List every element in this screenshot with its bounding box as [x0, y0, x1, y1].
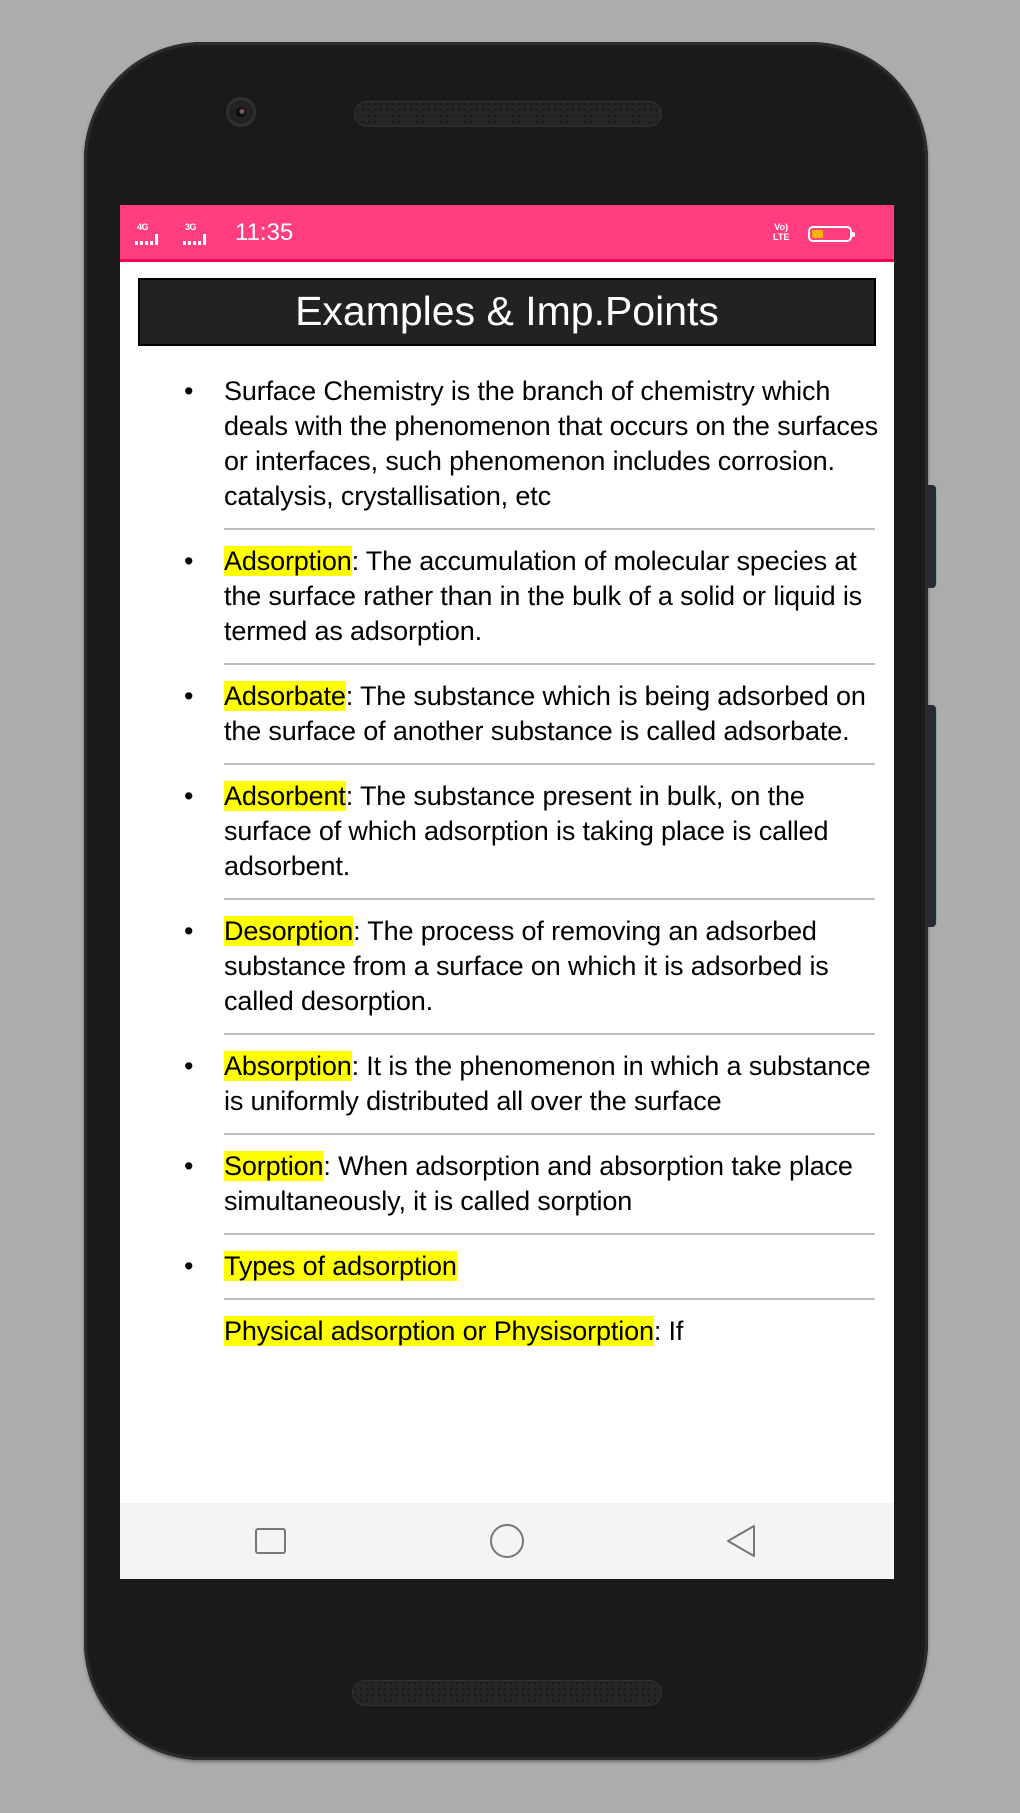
bullet-icon: • — [184, 1151, 194, 1181]
item-text — [224, 914, 879, 1019]
list-item — [120, 1235, 894, 1298]
volte-label: Vo) — [774, 222, 789, 232]
back-triangle-icon[interactable] — [724, 1524, 758, 1558]
item-text — [224, 544, 879, 649]
clock: 11:35 — [235, 219, 294, 246]
item-text — [224, 679, 879, 749]
highlighted-term: Types of adsorption — [224, 1251, 457, 1281]
list-item — [120, 900, 894, 1033]
navigation-bar — [120, 1503, 894, 1579]
highlighted-term: Adsorption — [224, 546, 352, 576]
battery-level — [812, 230, 823, 238]
recent-apps-square-icon[interactable] — [255, 1528, 286, 1554]
front-camera-icon — [226, 97, 256, 127]
bullet-icon: • — [184, 681, 194, 711]
bullet-icon: • — [184, 1251, 194, 1281]
list-item — [120, 1135, 894, 1233]
item-description: : The process of removing an adsorbed substance from a surface on which it is adsorbed is called desorption. — [224, 916, 829, 1016]
volume-button — [927, 705, 936, 927]
list-item — [120, 1035, 894, 1133]
volte-icon — [773, 222, 789, 242]
bullet-icon: • — [184, 781, 194, 811]
item-description: : It is the phenomenon in which a substance is uniformly distributed all over the surface — [224, 1051, 871, 1116]
highlighted-term: Absorption — [224, 1051, 352, 1081]
item-text — [224, 1314, 879, 1349]
battery-icon — [808, 226, 852, 242]
highlighted-term: Physical adsorption or Physisorption — [224, 1316, 654, 1346]
item-text — [224, 1249, 879, 1284]
item-text — [224, 374, 879, 514]
earpiece-speaker — [354, 101, 662, 127]
bullet-icon: • — [184, 376, 194, 406]
list-item — [120, 530, 894, 663]
highlighted-term: Adsorbent — [224, 781, 346, 811]
item-text — [224, 779, 879, 884]
item-text — [224, 1049, 879, 1119]
network-type-label: 3G — [185, 222, 197, 232]
item-description: : The substance present in bulk, on the surface of which adsorption is taking place is called adsorbent. — [224, 781, 829, 881]
page-title: Examples & Imp.Points — [138, 278, 876, 346]
lte-label: LTE — [773, 232, 790, 242]
item-description: : The substance which is being adsorbed on the surface of another substance is called adsorbate. — [224, 681, 866, 746]
status-bar — [120, 205, 894, 262]
highlighted-term: Desorption — [224, 916, 354, 946]
bullet-icon: • — [184, 916, 194, 946]
item-description: : If — [653, 1316, 684, 1346]
app-screen — [120, 205, 894, 1579]
list-item — [120, 665, 894, 763]
home-circle-icon[interactable] — [490, 1524, 524, 1558]
bottom-speaker — [352, 1680, 662, 1706]
list-item — [120, 360, 894, 528]
bullet-icon: • — [184, 1051, 194, 1081]
network-type-label: 4G — [137, 222, 149, 232]
item-description: Surface Chemistry is the branch of chemistry which deals with the phenomenon that occurs on the surfaces or interfaces, such phenomenon includes corrosion. catalysis, crystallisation, etc — [224, 376, 878, 511]
item-description: : The accumulation of molecular species at the surface rather than in the bulk of a solid or liquid is termed as adsorption. — [224, 546, 863, 646]
highlighted-term: Adsorbate — [224, 681, 346, 711]
power-button — [927, 485, 936, 588]
points-list — [120, 360, 894, 1363]
list-item — [120, 1300, 894, 1363]
item-text — [224, 1149, 879, 1219]
highlighted-term: Sorption — [224, 1151, 324, 1181]
list-item — [120, 765, 894, 898]
item-description: : When adsorption and absorption take place simultaneously, it is called sorption — [224, 1151, 853, 1216]
bullet-icon: • — [184, 546, 194, 576]
